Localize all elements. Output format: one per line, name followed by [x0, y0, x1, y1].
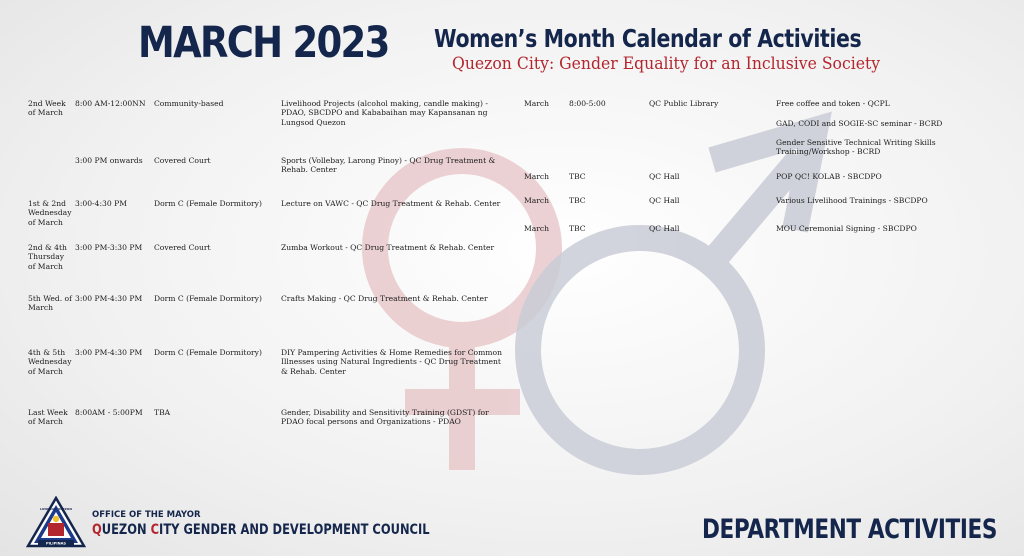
- council-uezon: UEZON: [101, 522, 151, 538]
- page-title-month: MARCH 2023: [138, 18, 389, 68]
- row-time: TBC: [569, 224, 586, 233]
- row-when: March: [524, 99, 550, 108]
- gad-council-name: [92, 522, 430, 538]
- office-of-the-mayor: OFFICE OF THE MAYOR: [92, 510, 201, 520]
- seal-top-text: LUNGSOD QUEZON: [40, 507, 72, 511]
- row-venue: Community-based: [154, 99, 224, 108]
- row-time: 3:00 PM-4:30 PM: [75, 294, 143, 303]
- row-activity: Livelihood Projects (alcohol making, candle making) - PDAO, SBCDPO and Kababaihan may Kapansanan ng Lungsod Quezon: [281, 99, 488, 127]
- quezon-city-seal-logo: [26, 496, 86, 548]
- row-time: TBC: [569, 172, 586, 181]
- row-venue: QC Hall: [649, 172, 680, 181]
- row-venue: Dorm C (Female Dormitory): [154, 199, 262, 208]
- row-when: March: [524, 196, 550, 205]
- row-venue: QC Public Library: [649, 99, 719, 108]
- seal-bottom-text: PILIPINAS: [46, 541, 66, 546]
- row-time: 3:00 PM-3:30 PM: [75, 243, 143, 252]
- department-activities-label: DEPARTMENT ACTIVITIES: [702, 514, 998, 545]
- row-when: Last Week of March: [28, 408, 68, 427]
- row-activity: Sports (Vollebay, Larong Pinoy) - QC Drug Treatment & Rehab. Center: [281, 156, 496, 175]
- row-time: 8:00-5:00: [569, 99, 606, 108]
- row-when: 5th Wed. of March: [28, 294, 72, 313]
- row-when: 4th & 5th Wednesday of March: [28, 348, 72, 376]
- row-activity: Crafts Making - QC Drug Treatment & Rehab. Center: [281, 294, 488, 303]
- row-venue: Covered Court: [154, 156, 211, 165]
- row-when: March: [524, 172, 550, 181]
- row-activity: Gender, Disability and Sensitivity Training (GDST) for PDAO focal persons and Organizations - PDAO: [281, 408, 489, 427]
- page-tagline: Quezon City: Gender Equality for an Inclusive Society: [452, 54, 881, 74]
- row-activity: Zumba Workout - QC Drug Treatment & Rehab. Center: [281, 243, 495, 252]
- row-venue: Covered Court: [154, 243, 211, 252]
- row-activity: MOU Ceremonial Signing - SBCDPO: [776, 224, 917, 233]
- row-venue: TBA: [154, 408, 171, 417]
- page-title: Women’s Month Calendar of Activities: [434, 24, 862, 53]
- row-time: 8:00 AM-12:00NN: [75, 99, 146, 108]
- row-venue: Dorm C (Female Dormitory): [154, 348, 262, 357]
- row-time: 3:00 PM onwards: [75, 156, 143, 165]
- row-activity: Various Livelihood Trainings - SBCDPO: [776, 196, 928, 205]
- row-activity: Gender Sensitive Technical Writing Skills Training/Workshop - BCRD: [776, 138, 936, 157]
- row-activity: GAD, CODI and SOGIE-SC seminar - BCRD: [776, 119, 943, 128]
- row-activity: Free coffee and token - QCPL: [776, 99, 890, 108]
- row-venue: QC Hall: [649, 196, 680, 205]
- row-activity: Lecture on VAWC - QC Drug Treatment & Rehab. Center: [281, 199, 501, 208]
- council-rest: ITY GENDER AND DEVELOPMENT COUNCIL: [159, 522, 430, 538]
- row-time: 8:00AM - 5:00PM: [75, 408, 143, 417]
- council-c: C: [150, 522, 160, 538]
- row-activity: POP QC! KOLAB - SBCDPO: [776, 172, 882, 181]
- row-venue: QC Hall: [649, 224, 680, 233]
- row-venue: Dorm C (Female Dormitory): [154, 294, 262, 303]
- row-when: 2nd Week of March: [28, 99, 66, 118]
- row-time: 3:00-4:30 PM: [75, 199, 127, 208]
- row-time: 3:00 PM-4:30 PM: [75, 348, 143, 357]
- row-when: March: [524, 224, 550, 233]
- council-q: Q: [92, 522, 102, 538]
- row-activity: DIY Pampering Activities & Home Remedies for Common Illnesses using Natural Ingredients - QC Drug Treatment & Rehab. Center: [281, 348, 502, 376]
- row-time: TBC: [569, 196, 586, 205]
- row-when: 2nd & 4th Thursday of March: [28, 243, 67, 271]
- row-when: 1st & 2nd Wednesday of March: [28, 199, 72, 227]
